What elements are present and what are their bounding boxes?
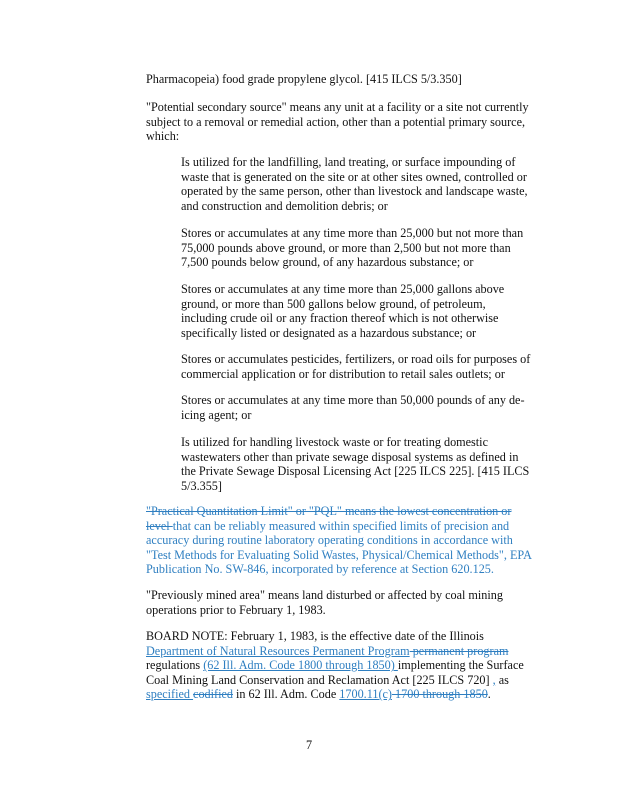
list-item: Stores or accumulates pesticides, fertilizers, or road oils for purposes of commercial application or for distribution to retail sales outlets; or (181, 352, 531, 381)
list-item: Stores or accumulates at any time more than 50,000 pounds of any de-icing agent; or (181, 393, 525, 422)
list-item: Is utilized for handling livestock waste or for treating domestic wastewaters other than private sewage disposal systems as defined in the Private Sewage Disposal Licensing Act [225 ILCS 225]. [415 ILCS 5/3.355] (181, 435, 530, 493)
paragraph-pharmacopeia: Pharmacopeia) food grade propylene glycol. [415 ILCS 5/3.350] (146, 72, 462, 86)
page-number: 7 (305, 738, 313, 752)
list-item: Is utilized for the landfilling, land treating, or surface impounding of waste that is generated on the site or at other sites owned, controlled or operated by the same person, other than livestock and landscape waste, and construction and demolition debris; or (181, 155, 528, 213)
board-note-text: BOARD NOTE: February 1, 1983, is the effective date of the Illinois (146, 629, 484, 643)
board-note-text: regulations (146, 658, 204, 673)
deleted-text: codified (193, 687, 233, 702)
board-note-text: implementing the Surface Coal Mining Land Conservation and Reclamation Act [225 ILCS 720] (146, 658, 524, 687)
board-note-text: as (495, 672, 509, 687)
inserted-text: (62 Ill. Adm. Code 1800 through 1850) (203, 658, 398, 673)
inserted-text: 1700.11(c) (339, 687, 392, 702)
paragraph-pql (146, 504, 532, 577)
deleted-text: permanent program (409, 643, 509, 658)
inserted-text: , (492, 672, 496, 687)
board-note (146, 629, 532, 702)
deleted-text: "Practical Quantitation Limit" or "PQL" means the lowest concentration or level (146, 504, 512, 533)
inserted-text: Department of Natural Resources Permanent Program (146, 643, 410, 658)
deleted-text: 1700 through 1850 (391, 687, 488, 702)
list-item: Stores or accumulates at any time more than 25,000 gallons above ground, or more than 500 gallons below ground, of petroleum, including crude oil or any fraction thereof which is not otherwise specifically listed or designated as a hazardous substance; or (181, 282, 505, 340)
paragraph-previously-mined-area: "Previously mined area" means land disturbed or affected by coal mining operations prior to February 1, 1983. (146, 588, 503, 617)
paragraph-potential-secondary-source: "Potential secondary source" means any unit at a facility or a site not currently subject to a removal or remedial action, other than a potential primary source, which: (146, 100, 529, 144)
inserted-text: that can be reliably measured within specified limits of precision and accuracy during routine laboratory operating conditions in accordance with "Test Methods for Evaluating Solid Wastes, Physical/Chemical Methods", EPA Publication No. SW-846, incorporated by reference at Section 620.125. (146, 518, 532, 577)
board-note-text: in 62 Ill. Adm. Code (232, 687, 340, 702)
list-item: Stores or accumulates at any time more than 25,000 but not more than 75,000 pounds above ground, or more than 2,500 but not more than 7,500 pounds below ground, of any hazardous substance; or (181, 226, 524, 270)
inserted-text: specified (146, 687, 194, 702)
board-note-text: . (487, 687, 491, 702)
